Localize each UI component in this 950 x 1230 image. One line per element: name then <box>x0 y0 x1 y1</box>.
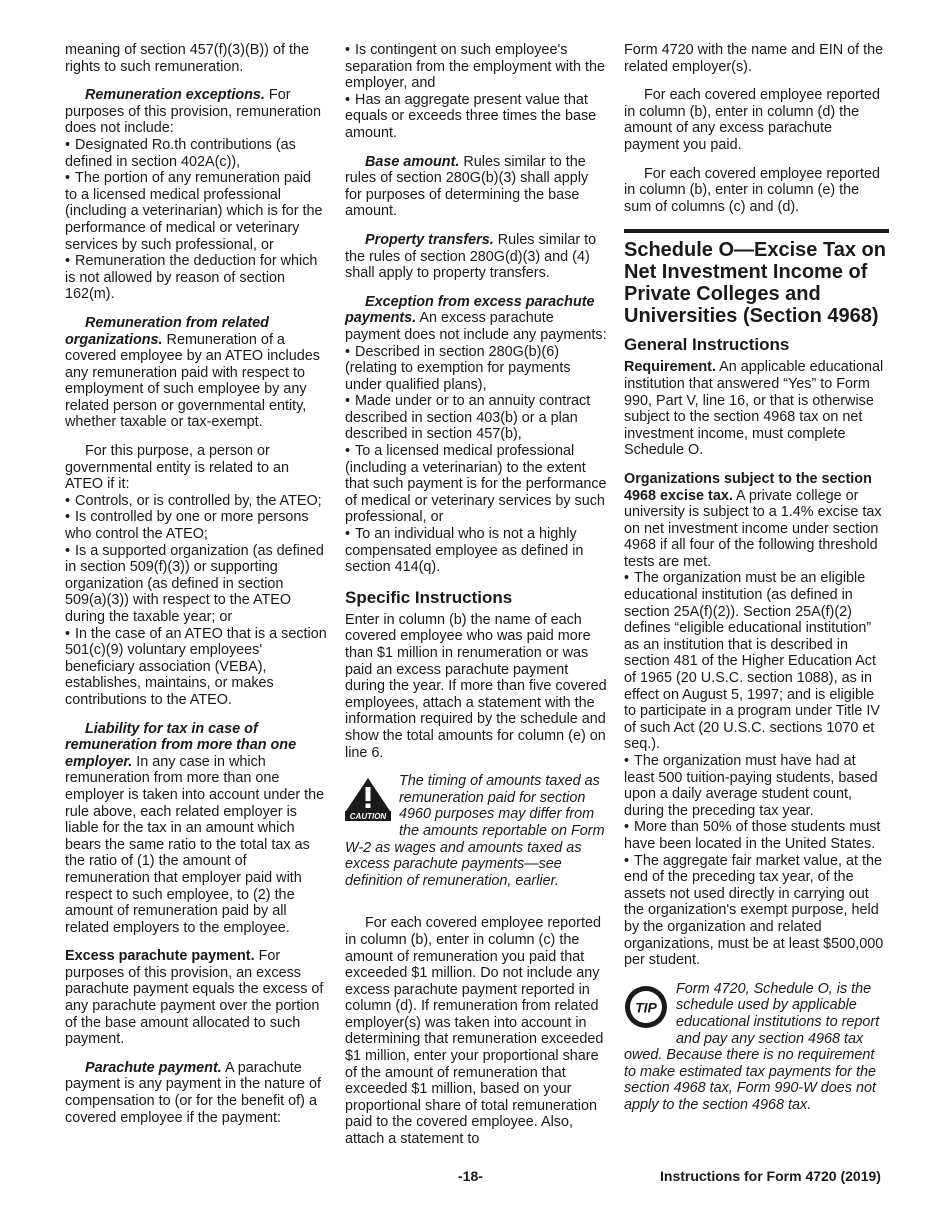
form-title-footer: Instructions for Form 4720 (2019) <box>660 1168 881 1184</box>
tip-label: TIP <box>635 999 657 1016</box>
tip-icon <box>624 985 668 1034</box>
paragraph-related-organizations: Remuneration from related organizations. Remuneration of a covered employee by an ATEO includes any remuneration paid with respect to employment of such employee by any related person or governmental entity, whether taxable or tax-exempt. <box>65 314 320 431</box>
divider-rule <box>624 229 889 233</box>
bullet-list <box>65 137 327 303</box>
list-item: • Has an aggregate present value that equals or exceeds three times the base amount. <box>345 92 607 142</box>
list-item: • The organization must be an eligible educational institution (as defined in section 25A(f)(2)). Section 25A(f)(2) defines “eligible educational institution” as an institution that is described in section 481 of the Higher Education Act of 1965 (20 U.S.C. section 1088), as in effect on August 5, 1997; and is eligible to participate in a program under Title IV of such Act (20 U.S.C. sections 1070 et seq.). <box>624 570 889 753</box>
caution-note <box>345 773 607 889</box>
list-item: • In the case of an ATEO that is a section 501(c)(9) voluntary employees' beneficiary association (VEBA), establishes, maintains, or makes contributions to the ATEO. <box>65 626 327 709</box>
list-item: • Is controlled by one or more persons who control the ATEO; <box>65 509 327 542</box>
list-item: • Controls, or is controlled by, the ATEO; <box>65 493 327 510</box>
list-item: • The portion of any remuneration paid to a licensed medical professional (including a veterinarian) which is for the performance of medical or veterinary services by such professional, or <box>65 170 327 253</box>
schedule-heading: Schedule O—Excise Tax on Net Investment Income of Private Colleges and Universities (Section 4968) <box>624 239 886 328</box>
column-2 <box>345 42 607 1160</box>
caution-text: The timing of amounts taxed as remuneration paid for section 4960 purposes may differ from the amounts reportable on Form W-2 as wages and amounts taxed as excess parachute payments—see definition of remuneration, earlier. <box>345 773 605 889</box>
list-item: • Is contingent on such employee's separation from the employment with the employer, and <box>345 42 607 92</box>
paragraph: For this purpose, a person or governmental entity is related to an ATEO if it: <box>65 443 289 493</box>
list-item: • Described in section 280G(b)(6) (relating to exemption for payments under qualified plans), <box>345 344 607 394</box>
list-item: • Is a supported organization (as defined in section 509(f)(3)) or supporting organization (as defined in section 509(a)(3)) with respect to the ATEO during the taxable year; or <box>65 543 327 626</box>
paragraph: meaning of section 457(f)(3)(B)) of the rights to such remuneration. <box>65 42 309 75</box>
list-item: • More than 50% of those students must have been located in the United States. <box>624 819 889 852</box>
column-3 <box>624 42 889 1139</box>
paragraph-liability: Liability for tax in case of remuneration from more than one employer. In any case in which remuneration from more than one employer is taken into account under the rule above, each related employer is liable for the tax in an amount which bears the same ratio to the total tax as the ratio of (1) the amount of remuneration that employer paid with respect to such employee, to (2) the amount of remuneration paid by all related employers to the employee. <box>65 720 325 936</box>
paragraph-property-transfers: Property transfers. Rules similar to the rules of section 280G(d)(3) and (4) shall apply to property transfers. <box>345 231 597 282</box>
list-item: • To a licensed medical professional (including a veterinarian) to the extent that such payment is for the performance of medical or veterinary services by such professional, or <box>345 443 607 526</box>
list-item: • The organization must have had at least 500 tuition-paying students, based upon a daily average student count, during the preceding tax year. <box>624 753 889 819</box>
paragraph: Form 4720 with the name and EIN of the related employer(s). <box>624 42 884 75</box>
caution-label: CAUTION <box>349 812 387 822</box>
run-in-heading: Parachute payment. <box>85 1059 222 1076</box>
run-in-heading: Remuneration from related organizations. <box>65 314 269 348</box>
list-item: • Made under or to an annuity contract described in section 403(b) or a plan described in section 457(b), <box>345 393 607 443</box>
bullet-list <box>345 344 607 576</box>
section-heading: General Instructions <box>624 335 790 355</box>
paragraph: Enter in column (b) the name of each covered employee who was paid more than $1 million in renumeration or was paid an excess parachute payment during the year. If more than five covered employees, attach a statement with the information required by the schedule and show the total amounts for column (e) on line 6. <box>345 611 607 761</box>
list-item: • To an individual who is not a highly compensated employee as defined in section 414(q). <box>345 526 607 576</box>
run-in-heading: Exception from excess parachute payments. <box>345 293 595 327</box>
run-in-heading: Requirement. <box>624 359 716 376</box>
paragraph-requirement: Requirement. An applicable educational institution that answered “Yes” to Form 990, Part V, line 16, or that is otherwise subject to the section 4968 tax on net investment income, must complete Schedule O. <box>624 359 884 459</box>
paragraph-exception: Exception from excess parachute payments. An excess parachute payment does not include any payments: <box>345 293 607 343</box>
paragraph: For each covered employee reported in column (b), enter in column (e) the sum of columns (c) and (d). <box>624 165 880 215</box>
paragraph-excess-parachute: Excess parachute payment. For purposes of this provision, an excess parachute payment equals the excess of any parachute payment over the portion of the base amount allocated to such payment. <box>65 948 324 1048</box>
paragraph-organizations-subject: Organizations subject to the section 4968 excise tax. A private college or university is subject to a 1.4% excise tax on net investment income under section 4968 if all four of the following threshold tests are met. <box>624 470 882 570</box>
run-in-heading: Organizations subject to the section 4968 excise tax. <box>624 470 872 504</box>
tip-text: Form 4720, Schedule O, is the schedule used by applicable educational institutions to report and pay any section 4968 tax owed. Because there is no requirement to make estimated tax payments for the section 4968 tax, Form 990-W does not apply to the section 4968 tax. <box>624 980 880 1113</box>
paragraph: For each covered employee reported in column (b), enter in column (c) the amount of remuneration you paid that exceeded $1 million. Do not include any excess parachute payment reported in column (d). If remuneration from related employer(s) was taken into account in determining that remuneration exceeded $1 million, enter your proportional share of the amount of remuneration that exceeded $1 million, based on your proportional share of total remuneration paid to the covered employee. Also, attach a statement to <box>345 915 604 1148</box>
column-1 <box>65 42 327 1138</box>
paragraph: For each covered employee reported in column (b), enter in column (d) the amount of any excess parachute payment you paid. <box>624 87 880 153</box>
paragraph-base-amount: Base amount. Rules similar to the rules of section 280G(b)(3) shall apply for purposes of determining the base amount. <box>345 153 589 220</box>
run-in-heading: Liability for tax in case of remuneration from more than one employer. <box>65 720 297 770</box>
page-number: -18- <box>458 1168 483 1184</box>
paragraph-remuneration-exceptions: Remuneration exceptions. For purposes of this provision, remuneration does not include: <box>65 87 321 137</box>
section-heading: Specific Instructions <box>345 587 513 607</box>
run-in-heading: Property transfers. <box>365 231 494 248</box>
list-item: • Remuneration the deduction for which is not allowed by reason of section 162(m). <box>65 253 327 303</box>
bullet-list <box>345 42 607 142</box>
tip-note <box>624 981 889 1114</box>
run-in-heading: Base amount. <box>365 153 460 170</box>
bullet-list <box>65 493 327 709</box>
run-in-heading: Excess parachute payment. <box>65 948 255 965</box>
bullet-list <box>624 570 889 968</box>
list-item: • Designated Ro.th contributions (as defined in section 402A(c)), <box>65 137 327 170</box>
list-item: • The aggregate fair market value, at the end of the preceding tax year, of the assets not used directly in carrying out the organization's exempt purpose, held by the organization and related organizations, must be at least $500,000 per student. <box>624 853 889 969</box>
caution-icon <box>345 777 391 826</box>
paragraph-parachute-payment: Parachute payment. A parachute payment is any payment in the nature of compensation to (or for the benefit of) a covered employee if the payment: <box>65 1059 321 1126</box>
run-in-heading: Remuneration exceptions. <box>85 87 265 104</box>
